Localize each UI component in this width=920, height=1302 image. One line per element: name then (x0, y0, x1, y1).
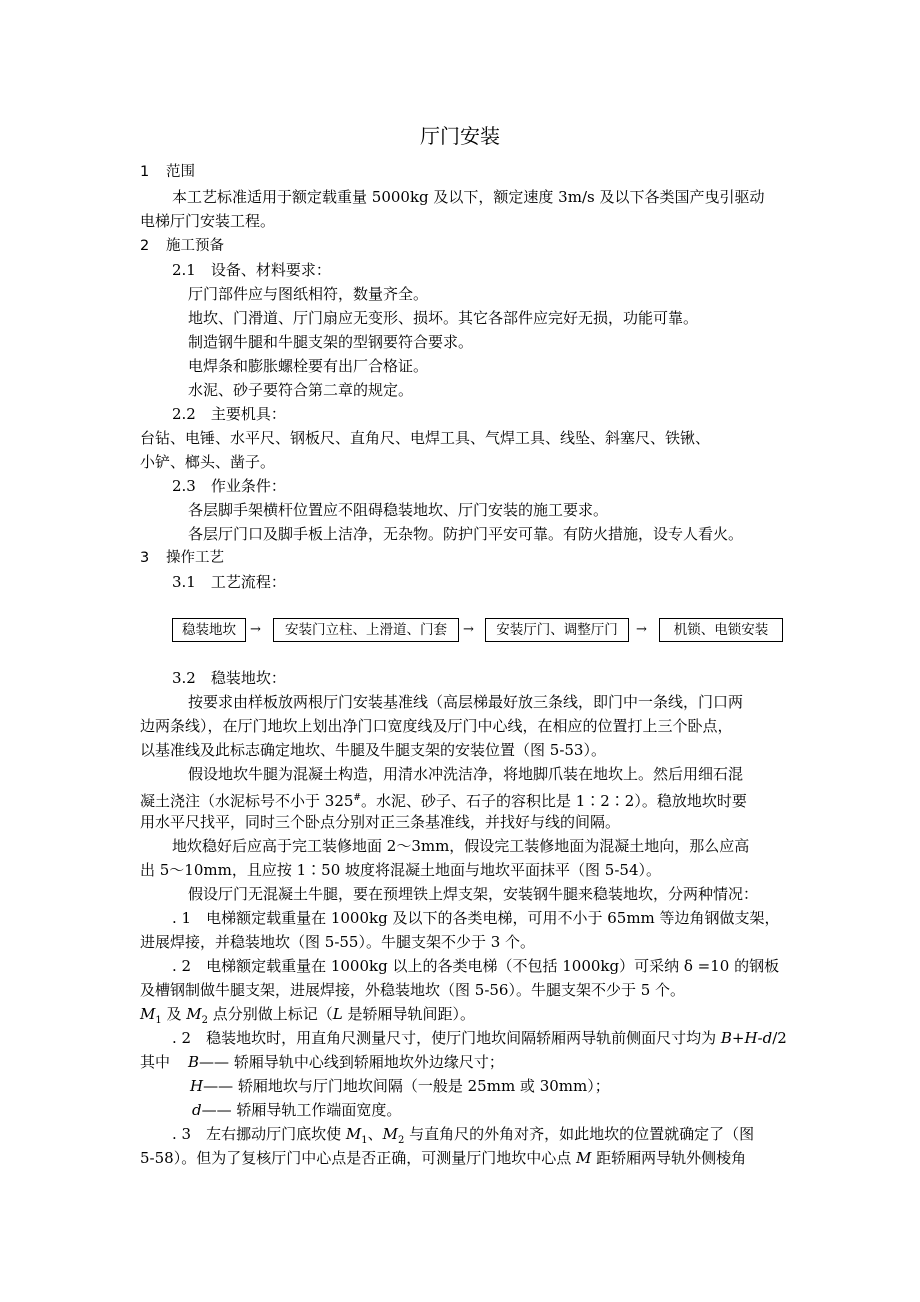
flow-step-1: 稳装地坎 (172, 618, 246, 642)
paragraph-line: 假设地坎牛腿为混凝土构造，用清水冲洗洁净，将地脚爪装在地坎上。然后用细石混 (188, 765, 744, 783)
paragraph-line: 用水平尺找平，同时三个卧点分别对正三条基准线，并找好与线的间隔。 (140, 813, 621, 831)
numbered-item: . 2 稳装地坎时，用直角尺测量尺寸，使厅门地坎间隔轿厢两导轨前侧面尺寸均为 B+H-d/2 (172, 1029, 787, 1047)
definition-H: H—— 轿厢地坎与厅门地坎间隔（一般是 25mm 或 30mm）； (190, 1077, 610, 1095)
paragraph-line: $M_1$ 及 $M_2$ 点分别做上标记（L 是轿厢导轨间距）。 (140, 1005, 476, 1026)
paragraph-line: 以基准线及此标志确定地坎、牛腿及牛腿支架的安装位置（图 5-53）。 (140, 741, 606, 759)
paragraph-line: 及槽钢制做牛腿支架，进展焊接，外稳装地坎（图 5-56）。牛腿支架不少于 5 个。 (140, 981, 686, 999)
numbered-item: . 2 电梯额定载重量在 1000kg 以上的各类电梯（不包括 1000kg）可采纳 δ =10 的钢板 (172, 957, 780, 975)
subsection-3-2: 3.2 稳装地坎： (172, 669, 286, 687)
definition-B: 其中 B—— 轿厢导轨中心线到轿厢地坎外边缘尺寸； (140, 1053, 504, 1071)
subsection-2-1: 2.1 设备、材料要求： (172, 261, 331, 279)
paragraph-line: 地炊稳好后应高于完工装修地面 2～3mm，假设完工装修地面为混凝土地向，那么应高 (172, 837, 750, 855)
paragraph-line: 电焊条和膨胀螺栓要有出厂合格证。 (188, 357, 429, 375)
paragraph-line: 本工艺标准适用于额定载重量 5000kg 及以下，额定速度 3m/s 及以下各类国产曳引驱动 (172, 188, 765, 206)
section-3-heading: 3 操作工艺 (140, 550, 224, 566)
paragraph-line: 出 5～10mm，且应按 1∶50 坡度将混凝土地面与地坎平面抹平（图 5-54）。 (140, 861, 661, 879)
flow-arrow: → (636, 622, 647, 637)
numbered-item: . 1 电梯额定载重量在 1000kg 及以下的各类电梯，可用不小于 65mm 等边角钢做支架， (172, 909, 780, 927)
paragraph-line: 按要求由样板放两根厅门安装基准线（高层梯最好放三条线，即门中一条线，门口两 (188, 693, 744, 711)
section-1-heading: 1 范围 (140, 164, 195, 180)
paragraph-line: 台钻、电锤、水平尺、钢板尺、直角尺、电焊工具、气焊工具、线坠、斜塞尺、铁锹、 (140, 429, 711, 447)
paragraph-line: 5-58）。但为了复核厅门中心点是否正确，可测量厅门地坎中心点 M 距轿厢两导轨外侧棱角 (140, 1149, 747, 1167)
page-title: 厅门安装 (420, 124, 500, 148)
subsection-2-3: 2.3 作业条件： (172, 477, 286, 495)
paragraph-line: 水泥、砂子要符合第二章的规定。 (188, 381, 414, 399)
paragraph-line: 凝土浇注（水泥标号不小于 325#。水泥、砂子、石子的容积比是 1∶2∶2）。稳放地坎时要 (140, 792, 747, 810)
paragraph-line: 制造钢牛腿和牛腿支架的型钢要符合要求。 (188, 333, 474, 351)
paragraph-line: 小铲、榔头、凿子。 (140, 453, 276, 471)
subsection-2-2: 2.2 主要机具： (172, 405, 286, 423)
numbered-item: . 3 左右挪动厅门底坎使 $M_1$、$M_2$ 与直角尺的外角对齐，如此地坎的位置就确定了（图 (172, 1125, 755, 1146)
flow-step-4: 机锁、电锁安装 (659, 618, 783, 642)
paragraph-line: 各层厅门口及脚手板上洁净，无杂物。防护门平安可靠。有防火措施，设专人看火。 (188, 525, 744, 543)
flow-step-3: 安装厅门、调整厅门 (485, 618, 629, 642)
paragraph-line: 厅门部件应与图纸相符，数量齐全。 (188, 285, 429, 303)
subsection-3-1: 3.1 工艺流程： (172, 573, 286, 591)
section-2-heading: 2 施工预备 (140, 238, 224, 254)
paragraph-line: 边两条线），在厅门地坎上划出净门口宽度线及厅门中心线，在相应的位置打上三个卧点， (140, 717, 733, 735)
flow-arrow: → (250, 622, 261, 637)
paragraph-line: 假设厅门无混凝土牛腿，要在预埋铁上焊支架，安装钢牛腿来稳装地坎，分两种情况： (188, 885, 759, 903)
paragraph-line: 各层脚手架横杆位置应不阻碍稳装地坎、厅门安装的施工要求。 (188, 501, 609, 519)
flow-step-2: 安装门立柱、上滑道、门套 (273, 618, 459, 642)
flow-arrow: → (463, 622, 474, 637)
definition-d: d—— 轿厢导轨工作端面宽度。 (192, 1101, 402, 1119)
paragraph-line: 进展焊接，并稳装地坎（图 5-55）。牛腿支架不少于 3 个。 (140, 933, 536, 951)
paragraph-line: 电梯厅门安装工程。 (140, 212, 276, 230)
paragraph-line: 地坎、门滑道、厅门扇应无变形、损坏。其它各部件应完好无损，功能可靠。 (188, 309, 699, 327)
